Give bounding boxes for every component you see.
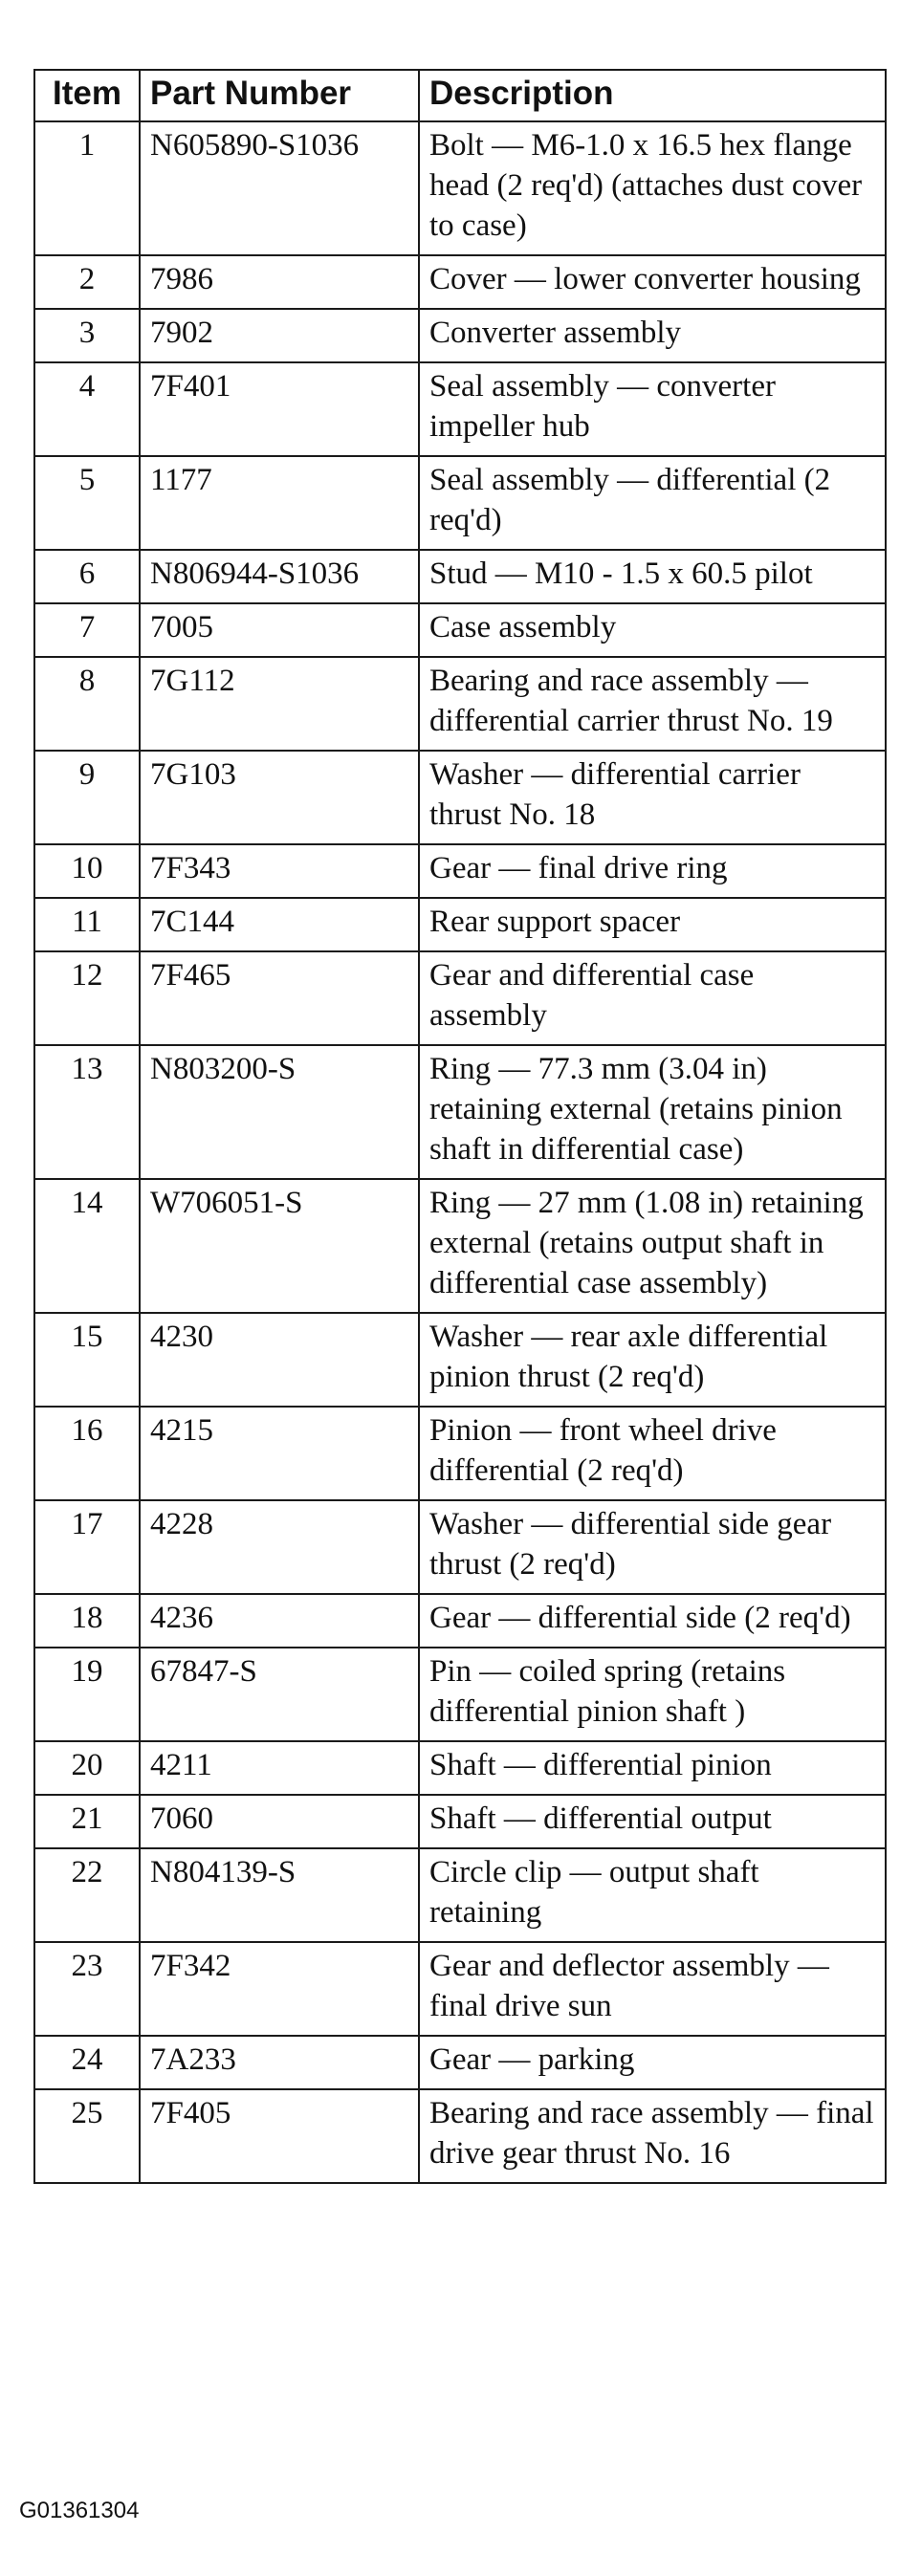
cell-item: 1 — [34, 121, 140, 255]
cell-description: Pinion — front wheel drive differential (2 req'd) — [419, 1407, 886, 1500]
cell-description: Rear support spacer — [419, 898, 886, 951]
cell-description: Circle clip — output shaft retaining — [419, 1848, 886, 1942]
table-row — [34, 1741, 886, 1795]
cell-item: 20 — [34, 1741, 140, 1795]
table-row — [34, 1045, 886, 1179]
cell-part-number: 7C144 — [140, 898, 419, 951]
table-row — [34, 2089, 886, 2183]
cell-description: Seal assembly — differential (2 req'd) — [419, 456, 886, 550]
header-description: Description — [419, 70, 886, 121]
cell-description: Gear and deflector assembly — final drive sun — [419, 1942, 886, 2036]
cell-description: Gear — parking — [419, 2036, 886, 2089]
table-row — [34, 121, 886, 255]
cell-item: 7 — [34, 603, 140, 657]
table-row — [34, 255, 886, 309]
cell-description: Bearing and race assembly — differential carrier thrust No. 19 — [419, 657, 886, 751]
cell-part-number: 7005 — [140, 603, 419, 657]
cell-item: 23 — [34, 1942, 140, 2036]
cell-part-number: 4236 — [140, 1594, 419, 1648]
parts-table-body — [34, 121, 886, 2183]
figure-id: G01361304 — [19, 2498, 140, 2523]
header-item: Item — [34, 70, 140, 121]
cell-item: 14 — [34, 1179, 140, 1313]
cell-description: Case assembly — [419, 603, 886, 657]
cell-description: Pin — coiled spring (retains differential pinion shaft ) — [419, 1648, 886, 1741]
cell-item: 9 — [34, 751, 140, 844]
cell-part-number: 7G103 — [140, 751, 419, 844]
cell-description: Washer — rear axle differential pinion thrust (2 req'd) — [419, 1313, 886, 1407]
cell-description: Washer — differential side gear thrust (2 req'd) — [419, 1500, 886, 1594]
table-row — [34, 603, 886, 657]
cell-item: 3 — [34, 309, 140, 362]
cell-part-number: 7060 — [140, 1795, 419, 1848]
cell-part-number: N804139-S — [140, 1848, 419, 1942]
cell-item: 21 — [34, 1795, 140, 1848]
cell-part-number: 4215 — [140, 1407, 419, 1500]
cell-item: 6 — [34, 550, 140, 603]
cell-part-number: 4228 — [140, 1500, 419, 1594]
cell-item: 16 — [34, 1407, 140, 1500]
cell-part-number: 7F343 — [140, 844, 419, 898]
table-row — [34, 751, 886, 844]
cell-description: Bolt — M6-1.0 x 16.5 hex flange head (2 req'd) (attaches dust cover to case) — [419, 121, 886, 255]
header-part-number: Part Number — [140, 70, 419, 121]
cell-item: 8 — [34, 657, 140, 751]
cell-item: 22 — [34, 1848, 140, 1942]
cell-description: Converter assembly — [419, 309, 886, 362]
header-row — [34, 70, 886, 121]
cell-item: 4 — [34, 362, 140, 456]
cell-part-number: 4211 — [140, 1741, 419, 1795]
table-row — [34, 456, 886, 550]
cell-part-number: 67847-S — [140, 1648, 419, 1741]
cell-part-number: N806944-S1036 — [140, 550, 419, 603]
table-row — [34, 951, 886, 1045]
cell-description: Washer — differential carrier thrust No. 18 — [419, 751, 886, 844]
cell-part-number: N605890-S1036 — [140, 121, 419, 255]
cell-description: Seal assembly — converter impeller hub — [419, 362, 886, 456]
cell-part-number: 7F405 — [140, 2089, 419, 2183]
cell-part-number: 7F401 — [140, 362, 419, 456]
table-row — [34, 2036, 886, 2089]
table-row — [34, 844, 886, 898]
cell-description: Gear — differential side (2 req'd) — [419, 1594, 886, 1648]
cell-part-number: W706051-S — [140, 1179, 419, 1313]
table-row — [34, 309, 886, 362]
cell-item: 2 — [34, 255, 140, 309]
cell-item: 13 — [34, 1045, 140, 1179]
cell-part-number: 7902 — [140, 309, 419, 362]
table-row — [34, 1313, 886, 1407]
cell-description: Gear — final drive ring — [419, 844, 886, 898]
table-row — [34, 1407, 886, 1500]
cell-item: 18 — [34, 1594, 140, 1648]
cell-description: Shaft — differential output — [419, 1795, 886, 1848]
cell-part-number: N803200-S — [140, 1045, 419, 1179]
cell-description: Shaft — differential pinion — [419, 1741, 886, 1795]
cell-item: 25 — [34, 2089, 140, 2183]
table-row — [34, 362, 886, 456]
cell-description: Bearing and race assembly — final drive gear thrust No. 16 — [419, 2089, 886, 2183]
cell-part-number: 7F465 — [140, 951, 419, 1045]
cell-item: 11 — [34, 898, 140, 951]
cell-item: 24 — [34, 2036, 140, 2089]
cell-part-number: 7A233 — [140, 2036, 419, 2089]
table-row — [34, 1500, 886, 1594]
table-row — [34, 1848, 886, 1942]
cell-part-number: 1177 — [140, 456, 419, 550]
cell-description: Ring — 27 mm (1.08 in) retaining external (retains output shaft in differential case assembly) — [419, 1179, 886, 1313]
cell-item: 5 — [34, 456, 140, 550]
cell-description: Ring — 77.3 mm (3.04 in) retaining external (retains pinion shaft in differential case) — [419, 1045, 886, 1179]
cell-part-number: 7F342 — [140, 1942, 419, 2036]
cell-description: Cover — lower converter housing — [419, 255, 886, 309]
table-row — [34, 1942, 886, 2036]
table-row — [34, 1594, 886, 1648]
table-row — [34, 898, 886, 951]
table-row — [34, 657, 886, 751]
cell-item: 10 — [34, 844, 140, 898]
cell-item: 15 — [34, 1313, 140, 1407]
table-row — [34, 1179, 886, 1313]
table-row — [34, 1795, 886, 1848]
table-row — [34, 550, 886, 603]
cell-part-number: 4230 — [140, 1313, 419, 1407]
cell-description: Gear and differential case assembly — [419, 951, 886, 1045]
cell-part-number: 7986 — [140, 255, 419, 309]
cell-item: 19 — [34, 1648, 140, 1741]
parts-table — [33, 69, 887, 2184]
cell-item: 12 — [34, 951, 140, 1045]
cell-part-number: 7G112 — [140, 657, 419, 751]
cell-item: 17 — [34, 1500, 140, 1594]
cell-description: Stud — M10 - 1.5 x 60.5 pilot — [419, 550, 886, 603]
table-row — [34, 1648, 886, 1741]
